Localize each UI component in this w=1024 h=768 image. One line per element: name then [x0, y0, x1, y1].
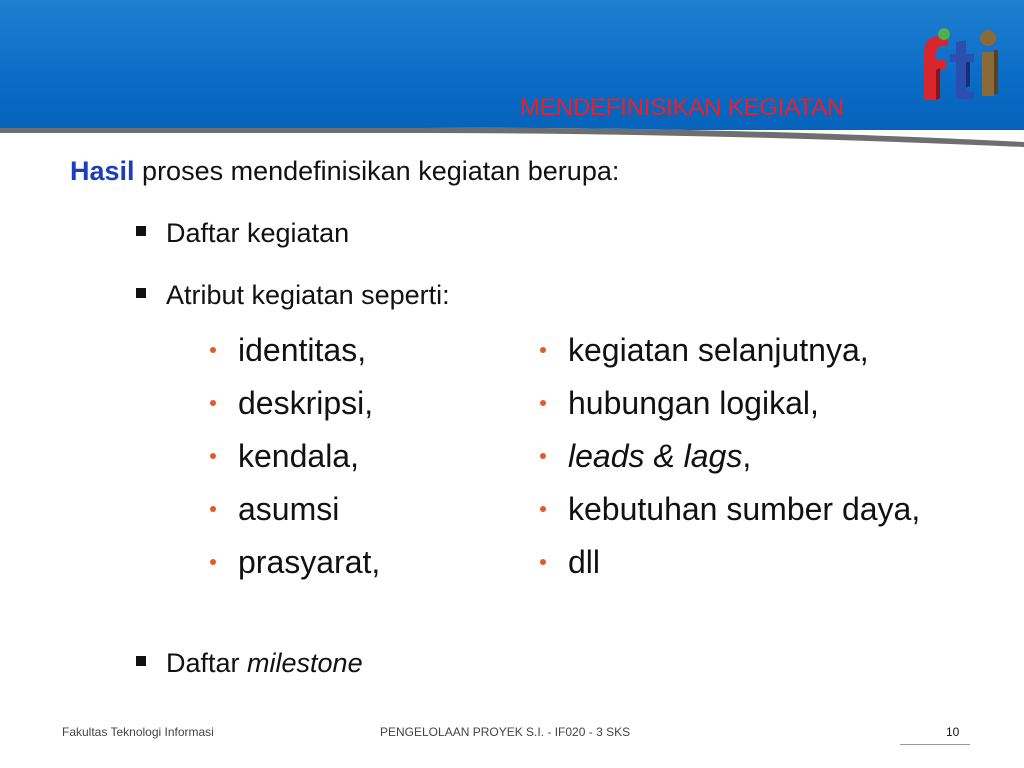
- square-bullet-icon: [136, 656, 146, 666]
- attribute-item: kegiatan selanjutnya,: [540, 332, 869, 369]
- attribute-item: dll: [540, 544, 600, 581]
- intro-text: proses mendefinisikan kegiatan berupa:: [134, 156, 620, 186]
- square-bullet-icon: [136, 288, 146, 298]
- header-swoosh: [0, 0, 1024, 160]
- bullet-atribut-kegiatan: [136, 280, 450, 311]
- bullet-text: Daftar: [166, 648, 248, 678]
- intro-line: [70, 156, 619, 187]
- attribute-item: hubungan logikal,: [540, 385, 819, 422]
- dot-bullet-icon: [540, 506, 546, 512]
- bullet-daftar-milestone: [136, 648, 363, 679]
- square-bullet-icon: [136, 226, 146, 236]
- attribute-item: deskripsi,: [210, 385, 373, 422]
- attribute-item: prasyarat,: [210, 544, 380, 581]
- intro-highlight: Hasil: [70, 156, 135, 186]
- dot-bullet-icon: [210, 453, 216, 459]
- bullet-daftar-kegiatan: [136, 218, 349, 249]
- footer-left: Fakultas Teknologi Informasi: [62, 725, 214, 739]
- fti-logo: [918, 22, 1002, 102]
- milestone-text: milestone: [247, 648, 363, 678]
- dot-bullet-icon: [210, 400, 216, 406]
- dot-bullet-icon: [210, 506, 216, 512]
- dot-bullet-icon: [540, 559, 546, 565]
- dot-bullet-icon: [540, 400, 546, 406]
- attribute-item: kebutuhan sumber daya,: [540, 491, 920, 528]
- page-number: 10: [946, 725, 960, 739]
- attribute-item: leads & lags,: [540, 438, 751, 475]
- footer-center: PENGELOLAAN PROYEK S.I. - IF020 - 3 SKS: [380, 725, 631, 739]
- dot-bullet-icon: [540, 453, 546, 459]
- slide-title: MENDEFINISIKAN KEGIATAN: [520, 94, 844, 121]
- footer-rule: [900, 744, 970, 745]
- attribute-item: identitas,: [210, 332, 366, 369]
- bullet-text: Atribut kegiatan seperti:: [166, 280, 450, 310]
- bullet-text: Daftar kegiatan: [166, 218, 350, 248]
- attribute-item: asumsi: [210, 491, 339, 528]
- dot-bullet-icon: [540, 347, 546, 353]
- dot-bullet-icon: [210, 559, 216, 565]
- leads-lags-text: leads & lags: [568, 438, 743, 474]
- attribute-item: kendala,: [210, 438, 359, 475]
- dot-bullet-icon: [210, 347, 216, 353]
